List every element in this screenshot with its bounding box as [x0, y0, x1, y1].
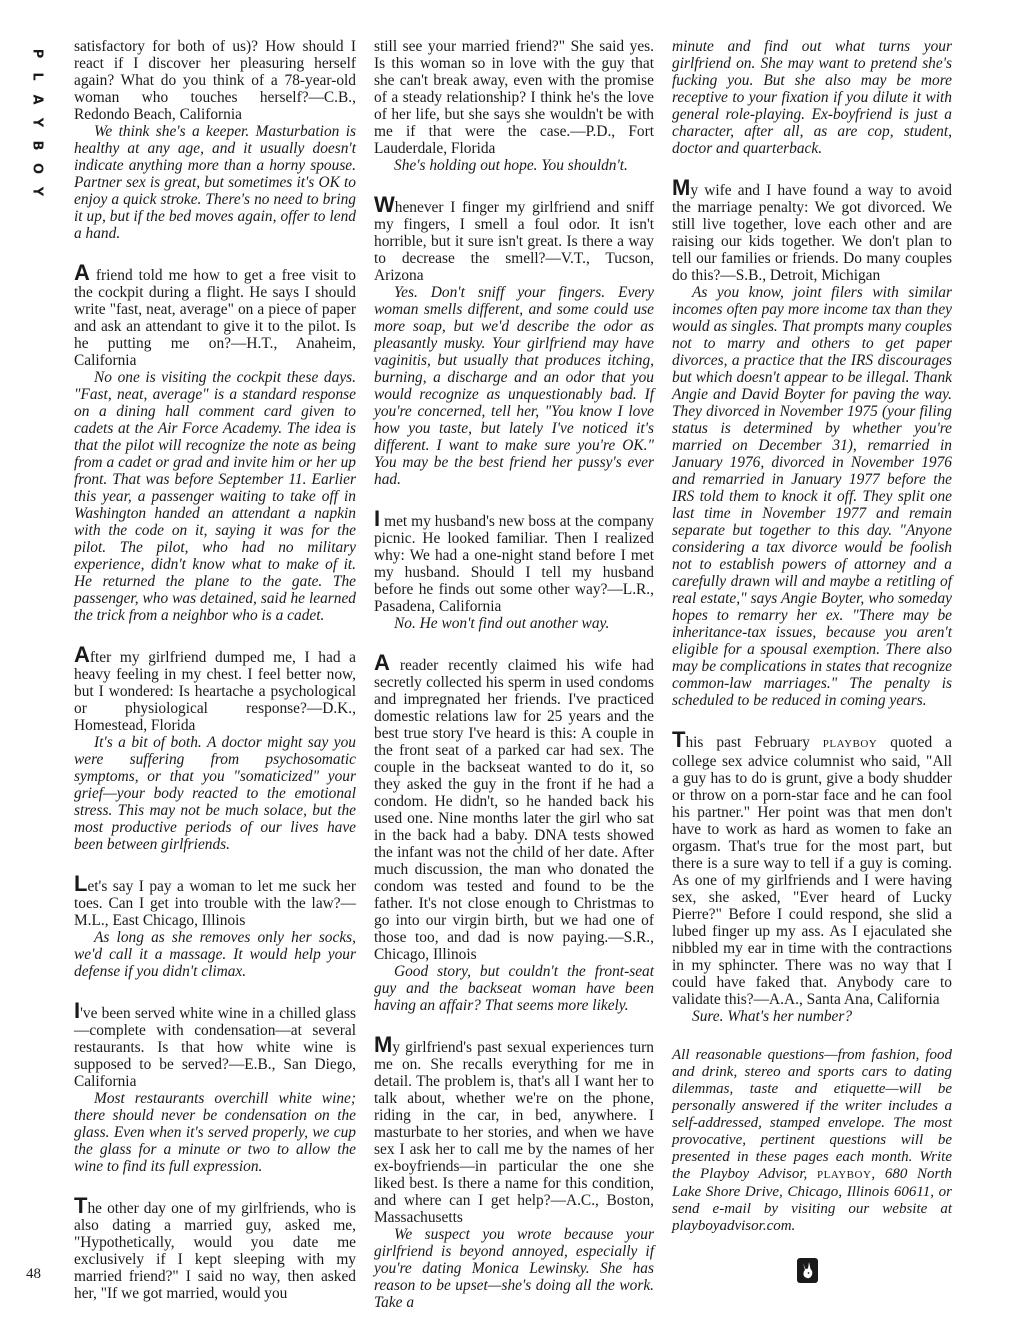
drop-cap: T	[74, 1193, 88, 1218]
question-text: This past February PLAYBOY quoted a college sex advice columnist who said, "All a guy has to do is grunt, give a body shudder or throw on a porn-star face and he can fool his partner." Her point was that men don't have to work as hard as women to fake an orgasm. That's true for the most part, but there is a sure way to tell if a guy is coming. As one of my girlfriends and I were having sex, she asked, "Ever heard of Lucky Pierre?" Before I could respond, she slid a lubed finger up my ass. As I ejaculated she nibbled my ear in time with the contractions in my sphincter. There was no way that I could have faked that. Anybody care to validate this?—A.A., Santa Ana, California	[672, 727, 952, 1008]
answer-text: Most restaurants overchill white wine; there should never be condensation on the glass. Even when it's served properly, we cup the glass for a minute or two to allow the wine to find its full expression.	[74, 1090, 356, 1175]
drop-cap: I	[374, 506, 381, 531]
page-number: 48	[26, 1266, 41, 1282]
column-1	[74, 38, 356, 1302]
masthead-letter: B	[29, 140, 45, 151]
question-text: I've been served white wine in a chilled glass—complete with condensation—at several restaurants. Is that how white wine is supposed to be served?—E.B., San Diego, California	[74, 998, 356, 1090]
masthead-letter: O	[29, 162, 45, 175]
brand-name: PLAYBOY	[822, 738, 878, 750]
question-text: I met my husband's new boss at the company picnic. He looked familiar. Then I realized why: We had a one-night stand before I met my husband. Should I tell my husband before he finds out some other way?—L.R., Pasadena, California	[374, 506, 654, 615]
masthead-letter: L	[29, 72, 45, 81]
question-text: The other day one of my girlfriends, who is also dating a married guy, asked me, "Hypothetically, would you date me exclusively if I kept sleeping with my married friend?" I said no way, then asked her, "If we got married, would you	[74, 1193, 356, 1302]
question-text: A friend told me how to get a free visit to the cockpit during a flight. He says I should write "fast, neat, average" on a piece of paper and ask an attendant to give it to the pilot. Is he putting me on?—H.T., Anaheim, California	[74, 260, 356, 369]
answer-text: Good story, but couldn't the front-seat guy and the backseat woman have been having an affair? That seems more likely.	[374, 963, 654, 1014]
answer-text: No one is visiting the cockpit these days. "Fast, neat, average" is a standard response on a dining hall comment card given to cadets at the Air Force Academy. The idea is that the pilot will recognize the note as being from a cadet or grad and invite him or her up front. That was before September 11. Earlier this year, a passenger waiting to take off in Washington handed an attendant a napkin with the code on it, saying it was for the pilot. The pilot, who had no military experience, didn't know what to make of it. He returned the plane to the gate. The passenger, who was detained, said he learned the trick from a neighbor who is a cadet.	[74, 369, 356, 624]
masthead-vertical	[24, 42, 50, 203]
question-text: After my girlfriend dumped me, I had a heavy feeling in my chest. I feel better now, but I wondered: Is heartache a psychological or physiological response?—D.K., Homestead, Florida	[74, 642, 356, 734]
question-text: Whenever I finger my girlfriend and sniff my fingers, I smell a foul odor. It isn't horrible, but it sure isn't great. Is there a way to decrease the smell?—V.T., Tucson, Arizona	[374, 192, 654, 284]
brand-name: PLAYBOY	[816, 1169, 872, 1181]
drop-cap: M	[672, 175, 691, 200]
advisor-submission-note: All reasonable questions—from fashion, food and drink, stereo and sports cars to dating dilemmas, taste and etiquette—will be personally answered if the writer includes a self-addressed, stamped envelope. The most provocative, pertinent questions will be presented in these pages each month. Write the Playboy Advisor, PLAYBOY, 680 North Lake Shore Drive, Chicago, Illinois 60611, or send e-mail by visiting our website at playboyadvisor.com.	[672, 1047, 952, 1234]
answer-text: We suspect you wrote because your girlfriend is beyond annoyed, especially if you're dating Monica Lewinsky. She has reason to be upset—she's doing all the work. Take a	[374, 1226, 654, 1311]
answer-text: We think she's a keeper. Masturbation is healthy at any age, and it usually doesn't indicate anything more than a horny spouse. Partner sex is great, but sometimes it's OK to enjoy a quick stroke. There's no need to bring it up, but if the bed moves again, offer to lend a hand.	[74, 123, 356, 242]
answer-text: minute and find out what turns your girlfriend on. She may want to pretend she's fucking you. But she also may be more receptive to your fixation if you dilute it with general role-playing. Ex-boyfriend is just a character, after all, as are cop, student, doctor and quarterback.	[672, 38, 952, 157]
masthead-letter: A	[29, 94, 45, 105]
column-2	[374, 38, 654, 1333]
drop-cap: M	[374, 1032, 393, 1057]
drop-cap: A	[74, 642, 90, 667]
question-text: A reader recently claimed his wife had secretly collected his sperm in used condoms and impregnated her friends. I've practiced domestic relations law for 25 years and the best true story I've heard is this: A couple in the front seat of a parked car had sex. The couple in the backseat wanted to do it, so they asked the guy in the front if he had a condom. He didn't, so he handed back his used one. Nine months later the girl who sat in the back had a baby. DNA tests showed the infant was not the child of her date. After much discussion, the man who donated the condom was tested and found to be the father. It's not close enough to Christmas to go into our virgin birth, but we had one of those too, and dad is now paying.—S.R., Chicago, Illinois	[374, 650, 654, 963]
rabbit-head-icon	[797, 1258, 818, 1283]
question-text: satisfactory for both of us)? How should I react if I discover her pleasuring herself again? What do you think of a 78-year-old woman who touches herself?—C.B., Redondo Beach, California	[74, 38, 356, 123]
masthead-letter: Y	[29, 186, 45, 197]
question-text: My wife and I have found a way to avoid the marriage penalty: We got divorced. We still live together, love each other and are raising our kids together. We don't plan to tell our families or friends. Do many couples do this?—S.B., Detroit, Michigan	[672, 175, 952, 284]
drop-cap: L	[74, 871, 88, 896]
answer-text: Yes. Don't sniff your fingers. Every woman smells different, and some could use more soap, but we'd describe the odor as pleasantly musky. Your girlfriend may have vaginitis, but usually that produces itching, burning, a discharge and an odor that you would recognize as unquestionably bad. If you're concerned, tell her, "You know I love how you taste, but lately I've noticed it's different. I want to make sure you're OK." You may be the best friend her pussy's ever had.	[374, 284, 654, 488]
answer-text: As you know, joint filers with similar incomes often pay more income tax than they would as singles. That prompts many couples not to marry and others to get paper divorces, a practice that the IRS discourages but which doesn't appear to be illegal. Thank Angie and David Boyter for paving the way. They divorced in November 1975 (your filing status is determined by whether you're married on December 31), remarried in January 1976, divorced in November 1976 and remarried in January 1977 before the IRS told them to knock it off. They split one last time in November 1977 and remain separate but together to this day. "Anyone considering a tax divorce would be foolish not to establish powers of attorney and a carefully drawn will and maybe a retitling of real estate," says Angie Boyter, who someday hopes to remarry her ex. "There may be inheritance-tax issues, because you aren't eligible for a spousal exemption. There also may be complications in states that recognize common-law marriages." The penalty is scheduled to be reduced in coming years.	[672, 284, 952, 709]
masthead-letter: P	[29, 48, 45, 59]
answer-text: As long as she removes only her socks, we'd call it a massage. It would help your defense if you didn't climax.	[74, 929, 356, 980]
answer-text: It's a bit of both. A doctor might say you were suffering from psychosomatic symptoms, or that you "somaticized" your grief—your body reacted to the emotional stress. This may not be much solace, but the most productive periods of our lives have been between girlfriends.	[74, 734, 356, 853]
masthead-letter: Y	[29, 117, 45, 128]
drop-cap: W	[374, 192, 395, 217]
question-text: Let's say I pay a woman to let me suck her toes. Can I get into trouble with the law?—M.L., East Chicago, Illinois	[74, 871, 356, 929]
question-text: My girlfriend's past sexual experiences turn me on. She recalls everything for me in detail. The problem is, that's all I want her to talk about, whether we're on the phone, riding in the car, in bed, anywhere. I masturbate to her stories, and when we have sex I ask her to call me by the names of her ex-boyfriends—in particular the one she liked best. Is there a name for this condition, and where can I get help?—A.C., Boston, Massachusetts	[374, 1032, 654, 1226]
question-text: still see your married friend?" She said yes. Is this woman so in love with the guy that she can't break away, even with the promise of a steady relationship? I think he's the love of her life, but she says she wouldn't be with me if that were the case.—P.D., Fort Lauderdale, Florida	[374, 38, 654, 157]
answer-text: She's holding out hope. You shouldn't.	[394, 157, 628, 174]
answer-text: No. He won't find out another way.	[394, 615, 610, 632]
drop-cap: A	[74, 260, 90, 285]
drop-cap: A	[374, 650, 390, 675]
column-3	[672, 38, 952, 1235]
drop-cap: I	[74, 998, 81, 1023]
drop-cap: T	[672, 727, 686, 752]
answer-text: Sure. What's her number?	[692, 1008, 853, 1025]
